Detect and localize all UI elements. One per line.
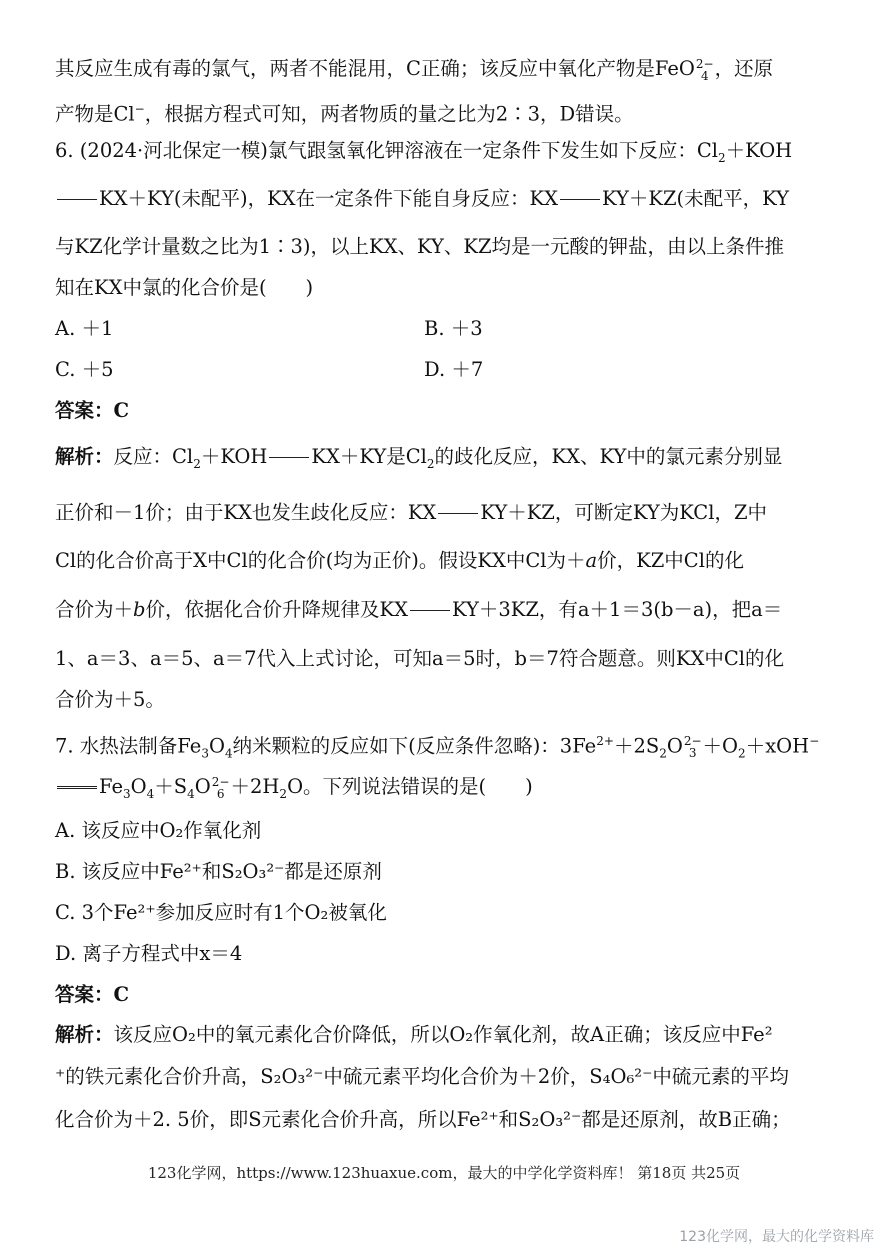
text-line	[55, 56, 773, 82]
text-span: ，还原	[714, 57, 774, 80]
superscript: 2− 6	[211, 774, 230, 801]
superscript: 2− 4	[695, 56, 714, 83]
text-span: 合价为＋	[55, 598, 134, 621]
text-span: 纳米颗粒的反应如下(反应条件忽略)：3Fe	[232, 734, 597, 758]
subscript: 2	[659, 746, 667, 761]
page-footer: 123化学网，https://www.123huaxue.com，最大的中学化学资料库！ 第18页 共25页	[147, 1164, 741, 1182]
answer-value: C	[113, 399, 130, 422]
text-span: ＋xOH	[745, 734, 810, 758]
subscript: 4	[224, 746, 233, 761]
option-c: C. ＋5	[55, 358, 114, 381]
text-span: KX＋KY是Cl	[311, 445, 427, 468]
text-line	[55, 96, 634, 128]
equals-sign	[57, 786, 97, 789]
reaction-arrow	[438, 513, 478, 514]
text-span: 反应：Cl	[113, 445, 194, 468]
text-span: 7. 水热法制备Fe	[55, 734, 202, 758]
text-span: 该反应O₂中的氧元素化合价降低，所以O₂作氧化剂，故A正确；该反应中Fe²	[113, 1023, 773, 1046]
option-d: D. ＋7	[424, 358, 484, 381]
superscript: −	[809, 734, 820, 748]
subscript: 3	[201, 746, 209, 761]
analysis-line	[55, 500, 767, 526]
text-span: KX＋KY(未配平)，KX在一定条件下能自身反应：KX	[99, 187, 558, 210]
text-span: 正价和－1价；由于KX也发生歧化反应：KX	[55, 501, 437, 524]
analysis-line: 1、a＝3、a＝5、a＝7代入上式讨论，可知a＝5时，b＝7符合题意。则KX中Cl的化	[55, 647, 785, 670]
option-b: B. 该反应中Fe²⁺和S₂O₃²⁻都是还原剂	[55, 860, 382, 883]
text-span: 6. (2024·河北保定一模)氯气跟氢氧化钾溶液在一定条件下发生如下反应：Cl	[55, 139, 719, 162]
analysis-line: 合价为＋5。	[55, 688, 165, 711]
reaction-arrow	[560, 199, 600, 200]
analysis-line: ⁺的铁元素化合价升高，S₂O₃²⁻中硫元素平均化合价为＋2价，S₄O₆²⁻中硫元素的平均	[55, 1065, 789, 1088]
question-6-line: 与KZ化学计量数之比为1∶3)，以上KX、KY、KZ均是一元酸的钾盐，由以上条件推	[55, 235, 785, 258]
option-c: C. 3个Fe²⁺参加反应时有1个O₂被氧化	[55, 901, 387, 924]
option-a: A. ＋1	[55, 317, 114, 340]
text-span: Cl的化合价高于X中Cl的化合价(均为正价)。假设KX中Cl为＋	[55, 549, 586, 572]
text-span: KY＋KZ，可断定KY为KCl，Z中	[480, 501, 768, 524]
subscript: 2	[279, 786, 288, 801]
question-6-line: 知在KX中氯的化合价是( )	[55, 276, 314, 299]
option-d: D. 离子方程式中x＝4	[55, 942, 243, 965]
text-span: ＋S	[154, 775, 188, 798]
superscript: 2− 3	[683, 734, 702, 760]
answer-label: 答案：	[55, 983, 114, 1006]
question-6-line	[55, 186, 789, 212]
subscript: 2	[426, 456, 435, 471]
answer-line	[55, 982, 129, 1008]
text-span: 产物是Cl	[55, 102, 135, 126]
text-span: KY＋3KZ，有	[451, 598, 578, 621]
subscript: 2	[738, 746, 746, 761]
answer-line	[55, 398, 129, 424]
reaction-arrow	[269, 457, 309, 458]
text-span: 其反应生成有毒的氯气，两者不能混用，C正确；该反应中氧化产物是FeO	[55, 57, 695, 80]
superscript: −	[134, 102, 145, 116]
analysis-label: 解析：	[55, 445, 114, 468]
subscript: 4	[187, 786, 195, 801]
text-span: ＋KOH	[200, 445, 268, 468]
watermark: 123化学网，最大的化学资料库	[679, 1229, 874, 1245]
text-span: Fe	[99, 775, 124, 798]
text-span: O。下列说法错误的是( )	[287, 775, 533, 798]
analysis-label: 解析：	[55, 1023, 114, 1046]
answer-label: 答案：	[55, 399, 114, 422]
analysis-line: 化合价为＋2. 5价，即S元素化合价升高，所以Fe²⁺和S₂O₃²⁻都是还原剂，故B正确；	[55, 1108, 791, 1131]
question-7-line: $Fe_3O_4+S_4O$ 2− 6 $+2H_2O$。下列说法错误的是( )	[55, 774, 533, 807]
question-7-line: 7. 水热法制备$Fe_3O_4$纳米颗粒的反应如下(反应条件忽略)：$3Fe^{2+}+2S_2O$ 2− 3 $+O_2+xOH^-$	[55, 734, 820, 761]
subscript: 2	[193, 456, 201, 471]
text-span: ＋O	[702, 734, 739, 758]
text-span: ，根据方程式可知，两者物质的量之比为2∶3，D错误。	[144, 102, 634, 126]
text-span: ＋2H	[230, 775, 280, 798]
superscript: 2+	[596, 734, 614, 748]
variable: a	[585, 549, 598, 572]
analysis-line	[55, 548, 744, 574]
answer-value: C	[113, 983, 130, 1006]
reaction-arrow	[410, 610, 450, 611]
option-a: A. 该反应中O₂作氧化剂	[55, 819, 262, 842]
text-span: ＋KOH	[725, 139, 793, 162]
text-span: ＋2S	[613, 734, 660, 758]
analysis-line	[55, 444, 782, 477]
text-span: 的歧化反应，KX、KY中的氯元素分别显	[434, 445, 783, 468]
subscript: 3	[123, 786, 131, 801]
question-6-line	[55, 138, 792, 171]
option-b: B. ＋3	[424, 317, 483, 340]
text-span: KY＋KZ(未配平，KY	[601, 187, 790, 210]
subscript: 4	[146, 786, 155, 801]
text-span: 价，KZ中Cl的化	[597, 549, 744, 572]
text-span: a＋1＝3(b－a)，把a＝	[577, 598, 783, 621]
analysis-line	[55, 1022, 773, 1048]
variable: b	[133, 598, 146, 621]
reaction-arrow	[57, 199, 97, 200]
text-span: 价，依据化合价升降规律及KX	[145, 598, 408, 621]
subscript: 2	[718, 150, 726, 165]
analysis-line	[55, 597, 782, 623]
